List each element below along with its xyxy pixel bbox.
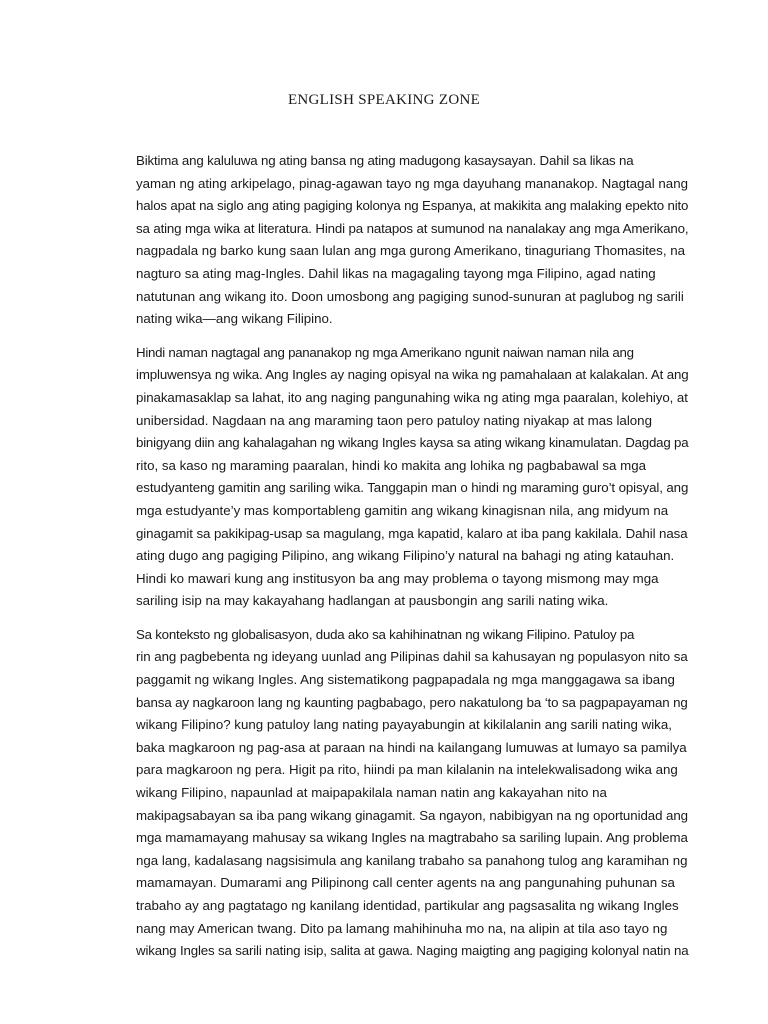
text-line: unibersidad. Nagdaan na ang maraming taon pero patuloy nating niyakap at mas lalong [136, 412, 652, 428]
text-line: baka magkaroon ng pag-asa at paraan na hindi na kailangang lumuwas at lumayo sa pamilya [136, 739, 687, 755]
text-line: wikang Filipino? kung patuloy lang nating payayabungin at kikilalanin ang sarili nating wika, [136, 717, 672, 733]
paragraph-1 [82, 150, 688, 331]
text-line: pinakamasaklap sa lahat, ito ang naging pangunahing wika ng ating mga paaralan, kolehiyo, at [136, 389, 688, 405]
text-line: ating dugo ang pagiging Pilipino, ang wikang Filipino’y natural na bahagi ng ating katauhan. [136, 548, 675, 564]
paragraph-2 [82, 342, 688, 613]
text-line: yaman ng ating arkipelago, pinag-agawan tayo ng mga dayuhang mananakop. Nagtagal nang [136, 175, 688, 191]
text-line: Hindi naman nagtagal ang pananakop ng mga Amerikano ngunit naiwan naman nila ang [136, 344, 634, 360]
text-line: rito, sa kaso ng maraming paaralan, hindi ko makita ang lohika ng pagbabawal sa mga [136, 457, 647, 473]
text-line: trabaho ay ang pagtatago ng kanilang identidad, partikular ang pagsasalita ng wikang Ingles [136, 898, 679, 913]
text-line: bansa ay nagkaroon lang ng kaunting pagbabago, pero nakatulong ba ‘to sa pagpapayaman ng [136, 694, 688, 710]
paragraph-3 [82, 624, 688, 963]
text-line: sa ating mga wika at literatura. Hindi pa natapos at sumunod na nanalakay ang mga Amerikano, [136, 220, 689, 236]
text-line: halos apat na siglo ang ating pagiging kolonya ng Espanya, at makikita ang malaking epekto nito [136, 198, 689, 214]
text-line: nagpadala ng barko kung saan lulan ang mga gurong Amerikano, tinaguriang Thomasites, na [136, 243, 685, 259]
text-line: nagturo sa ating mag-Ingles. Dahil likas na magagaling tayong mga Filipino, agad nating [136, 265, 656, 281]
text-line: binigyang diin ang kahalagahan ng wikang Ingles kaysa sa ating wikang kinamulatan. Dagdag pa [136, 435, 689, 451]
text-line: mamamayan. Dumarami ang Pilipinong call center agents na ang pangunahing puhunan sa [136, 875, 675, 891]
text-line: mga mamamayang mahusay sa wikang Ingles na magtrabaho sa sariling lupain. Ang problema [136, 830, 688, 846]
text-line: wikang Ingles sa sarili nating isip, salita at gawa. Naging maigting ang pagiging kolonyal natin na [136, 943, 689, 959]
text-line: nang may American twang. Dito pa lamang mahihinuha mo na, na alipin at tila aso tayo ng [136, 920, 668, 936]
document-body [82, 150, 688, 974]
document-title: ENGLISH SPEAKING ZONE [287, 92, 481, 108]
text-line: makipagsabayan sa iba pang wikang ginagamit. Sa ngayon, nabibigyan na ng oportunidad ang [136, 807, 688, 823]
text-line: paggamit ng wikang Ingles. Ang sistematikong pagpapadala ng mga manggagawa sa ibang [136, 672, 675, 688]
text-line: Biktima ang kaluluwa ng ating bansa ng ating madugong kasaysayan. Dahil sa likas na [136, 153, 634, 168]
text-line: estudyanteng gamitin ang sariling wika. Tanggapin man o hindi ng maraming guro’t opisyal, ang [136, 480, 689, 496]
text-line: mga estudyante’y mas komportableng gamitin ang wikang kinagisnan nila, ang midyum na [136, 502, 669, 518]
text-line: impluwensya ng wika. Ang Ingles ay naging opisyal na wika ng pamahalaan at kalakalan. At ang [136, 367, 689, 383]
text-line: ginagamit sa pakikipag-usap sa magulang, mga kapatid, kalaro at iba pang kakilala. Dahil nasa [136, 525, 688, 541]
text-line: Sa konteksto ng globalisasyon, duda ako sa kahihinatnan ng wikang Filipino. Patuloy pa [136, 626, 635, 642]
text-line: nga lang, kadalasang nagsisimula ang kanilang trabaho sa panahong tulog ang karamihan ng [136, 852, 688, 868]
text-line: natutunan ang wikang ito. Doon umosbong ang pagiging sunod-sunuran at paglubog ng sarili [136, 288, 684, 304]
text-line: sariling isip na may kakayahang hadlangan at pausbongin ang sarili nating wika. [136, 593, 609, 609]
text-line: wikang Filipino, napaunlad at maipapakilala naman natin ang kakayahan nito na [136, 785, 607, 801]
text-line: Hindi ko mawari kung ang institusyon ba ang may problema o tayong mismong may mga [136, 570, 659, 586]
text-line: nating wika—ang wikang Filipino. [136, 311, 333, 327]
text-line: para magkaroon ng pera. Higit pa rito, hiindi pa man kilalanin na intelekwalisadong wika ang [136, 762, 678, 778]
text-line: rin ang pagbebenta ng ideyang uunlad ang Pilipinas dahil sa kahusayan ng populasyon nito sa [136, 649, 688, 665]
